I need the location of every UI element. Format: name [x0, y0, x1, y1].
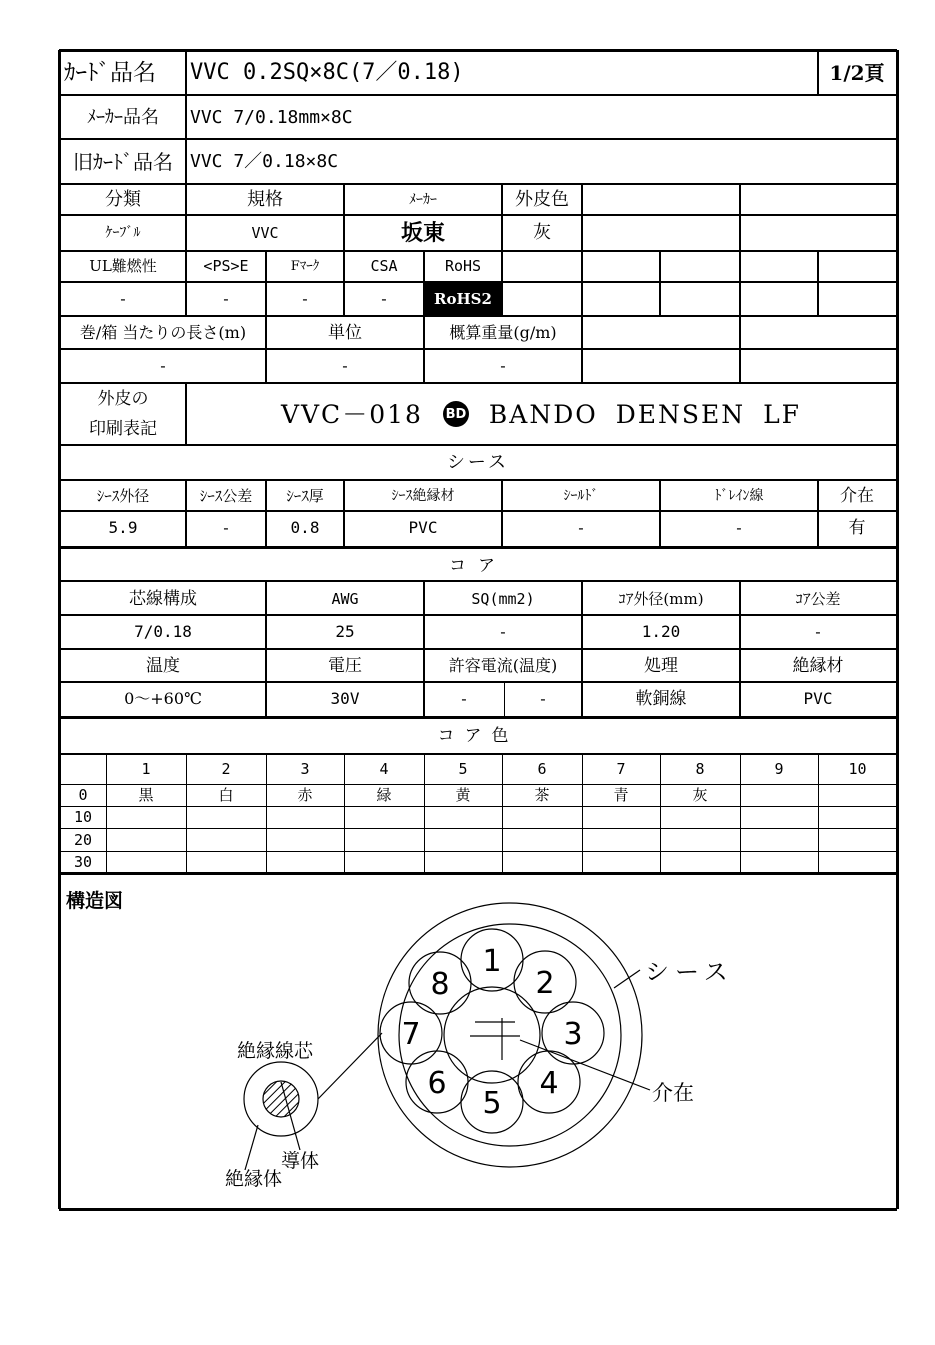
- ul-flame-value: -: [120, 289, 126, 308]
- structure-title: 構造図: [66, 889, 124, 912]
- ul-flame-label: UL難燃性: [89, 257, 157, 275]
- core-tolerance-value: -: [815, 622, 821, 641]
- strand-construction-value: 7/0.18: [134, 622, 192, 641]
- core-color-cell: 灰: [692, 786, 708, 804]
- color-column-header: 8: [695, 760, 705, 778]
- color-row-label: 20: [73, 830, 93, 849]
- color-column-header: 9: [774, 760, 784, 778]
- ampacity-label: 許容電流(温度): [448, 656, 558, 675]
- temperature-value: 0～+60℃: [124, 689, 202, 708]
- awg-label: AWG: [331, 590, 359, 608]
- maker-name-label: ﾒｰｶｰ品名: [87, 107, 159, 128]
- core-number-1: 1: [482, 944, 502, 979]
- filler-value: 有: [848, 517, 866, 538]
- awg-value: 25: [335, 622, 355, 641]
- color-column-header: 6: [537, 760, 547, 778]
- core-color-cell: 緑: [376, 786, 392, 804]
- insulated-core-callout: 絶縁線芯: [237, 1040, 314, 1062]
- maker-label: ﾒｰｶｰ: [409, 192, 437, 208]
- page-number: 1/2頁: [829, 61, 885, 85]
- bd-logo: BD: [443, 401, 469, 427]
- core-color-cell: 黒: [138, 786, 154, 804]
- core-color-cell: 青: [613, 786, 629, 804]
- color-column-header: 4: [379, 760, 389, 778]
- jacket-print-label-line2: 印刷表記: [89, 418, 157, 439]
- core-number-5: 5: [482, 1086, 502, 1121]
- sheath-thickness-value: 0.8: [290, 518, 320, 537]
- length-per-unit-value: -: [160, 356, 166, 375]
- core-number-2: 2: [535, 966, 555, 1001]
- unit-value: -: [342, 356, 348, 375]
- voltage-value: 30V: [330, 689, 360, 708]
- color-row-label: 10: [73, 808, 93, 826]
- core-tolerance-label: ｺｱ公差: [795, 590, 841, 608]
- core-color-cell: 白: [218, 786, 234, 804]
- strand-construction-label: 芯線構成: [129, 589, 197, 609]
- sheath-od-value: 5.9: [108, 518, 138, 537]
- core-number-8: 8: [430, 967, 450, 1002]
- ampacity-temp-value: -: [540, 689, 546, 708]
- core-color-cell: 茶: [534, 786, 550, 804]
- jacket-print-code: VVC－018: [280, 399, 423, 429]
- conductor-callout: 導体: [281, 1150, 320, 1172]
- f-mark-value: -: [302, 289, 308, 308]
- category-label: 分類: [105, 189, 141, 210]
- sheath-section-title: シース: [446, 452, 510, 473]
- jacket-print-label-line1: 外皮の: [97, 388, 149, 409]
- filler-callout: 介在: [652, 1081, 694, 1105]
- shield-label: ｼｰﾙﾄﾞ: [563, 488, 599, 504]
- color-row-label: 30: [73, 853, 93, 871]
- filler-label: 介在: [840, 485, 874, 506]
- treatment-value: 軟銅線: [635, 688, 687, 709]
- insulation-material-label: 絶縁材: [792, 655, 844, 676]
- sheath-tolerance-label: ｼｰｽ公差: [199, 486, 253, 505]
- core-leader-line: [318, 1033, 382, 1099]
- sheath-thickness-label: ｼｰｽ厚: [286, 486, 324, 505]
- ampacity-value: -: [461, 689, 467, 708]
- csa-label: CSA: [370, 257, 398, 275]
- rohs-badge: RoHS2: [424, 282, 502, 316]
- voltage-label: 電圧: [328, 655, 362, 676]
- old-card-name-label: 旧ｶｰﾄﾞ品名: [73, 150, 173, 174]
- sq-label: SQ(mm2): [471, 590, 535, 608]
- drain-wire-value: -: [736, 518, 742, 537]
- shield-value: -: [578, 518, 584, 537]
- color-column-header: 3: [300, 760, 310, 778]
- color-column-header: 10: [848, 760, 867, 778]
- color-row-label: 0: [78, 786, 88, 804]
- drain-wire-label: ﾄﾞﾚｲﾝ線: [714, 488, 764, 504]
- core-od-value: 1.20: [641, 622, 681, 641]
- core-color-cell: 黄: [455, 786, 471, 804]
- maker-name-value: VVC 7/0.18mm×8C: [190, 107, 353, 128]
- core-color-section-title: コア色: [437, 726, 519, 746]
- sheath-od-label: ｼｰｽ外径: [96, 486, 150, 505]
- insulator-callout: 絶縁体: [225, 1168, 283, 1190]
- jacket-color-value: 灰: [533, 222, 551, 243]
- weight-label: 概算重量(g/m): [449, 323, 557, 342]
- filler-center-circle: [444, 987, 540, 1083]
- core-section-title: コア: [449, 556, 507, 576]
- jacket-color-label: 外皮色: [515, 189, 569, 210]
- length-per-unit-label: 巻/箱 当たりの長さ(m): [79, 323, 247, 342]
- f-mark-label: Fﾏｰｸ: [290, 259, 320, 274]
- sheath-material-label: ｼｰｽ絶縁材: [391, 488, 455, 504]
- color-column-header: 2: [221, 760, 231, 778]
- standard-value: VVC: [251, 223, 279, 242]
- color-column-header: 1: [141, 760, 151, 778]
- rohs-label: RoHS: [444, 257, 482, 275]
- card-name-value: VVC 0.2SQ×8C(7／0.18): [190, 60, 464, 85]
- csa-value: -: [381, 289, 387, 308]
- sheath-material-value: PVC: [408, 518, 438, 537]
- color-column-header: 5: [458, 760, 468, 778]
- sheath-callout: シース: [645, 958, 734, 986]
- unit-label: 単位: [328, 322, 362, 343]
- pse-value: -: [223, 289, 229, 308]
- sheath-tolerance-value: -: [223, 518, 229, 537]
- core-number-7: 7: [401, 1017, 421, 1052]
- insulator-leader-line: [245, 1125, 258, 1170]
- sq-value: -: [500, 622, 506, 641]
- temperature-label: 温度: [146, 655, 180, 676]
- core-number-3: 3: [563, 1017, 583, 1052]
- insulation-material-value: PVC: [803, 689, 833, 708]
- weight-value: -: [500, 356, 506, 375]
- maker-value: 坂東: [400, 220, 445, 246]
- core-number-4: 4: [539, 1066, 559, 1101]
- treatment-label: 処理: [644, 655, 678, 676]
- old-card-name-value: VVC 7／0.18×8C: [190, 151, 339, 172]
- jacket-print-brand: BANDO DENSEN LF: [488, 399, 802, 429]
- core-color-cell: 赤: [297, 786, 313, 804]
- core-number-6: 6: [427, 1066, 447, 1101]
- card-name-label: ｶｰﾄﾞ品名: [64, 59, 156, 86]
- core-od-label: ｺｱ外径(mm): [618, 590, 704, 608]
- color-column-header: 7: [616, 760, 626, 778]
- category-value: ｹｰﾌﾞﾙ: [105, 225, 141, 241]
- pse-label: <PS>E: [203, 257, 249, 275]
- standard-label: 規格: [247, 189, 283, 210]
- conductor-hatched-circle: [263, 1081, 299, 1117]
